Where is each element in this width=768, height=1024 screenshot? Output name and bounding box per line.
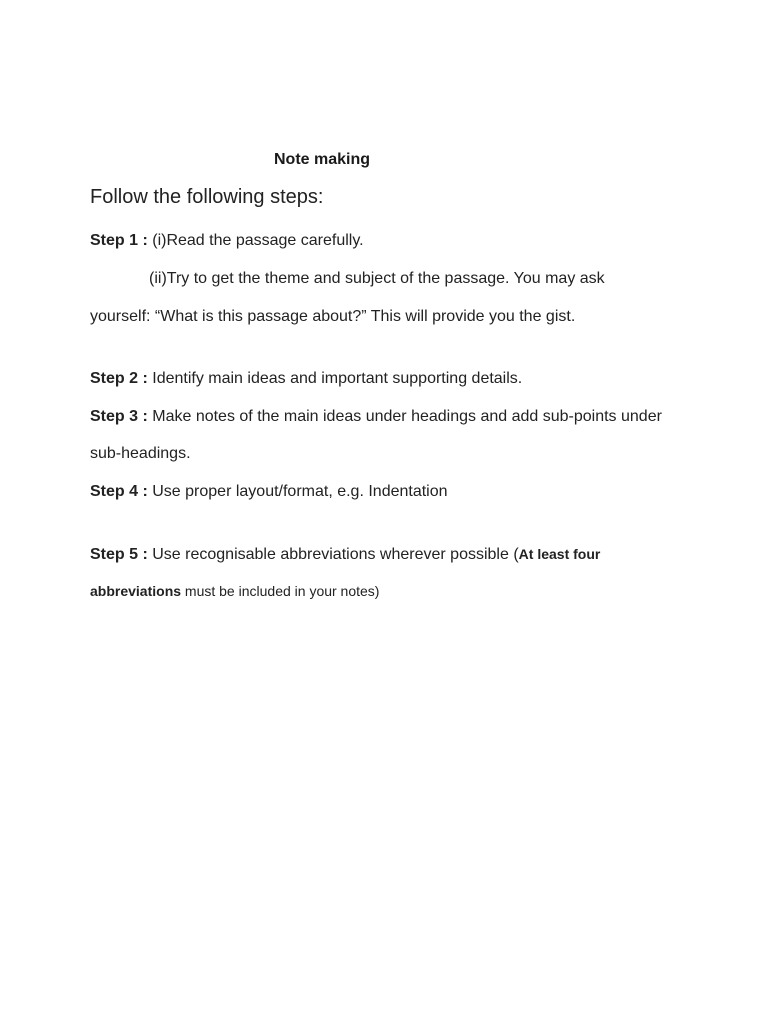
step-5-line-1 bbox=[90, 546, 600, 564]
step-2-label: Step 2 : bbox=[90, 370, 148, 387]
step-4-text: Use proper layout/format, e.g. Indentation bbox=[147, 483, 448, 500]
step-5-line-2 bbox=[90, 583, 379, 599]
step-2-text: Identify main ideas and important supporting details. bbox=[147, 370, 523, 387]
page-title: Note making bbox=[274, 151, 371, 168]
step-3-line-1 bbox=[90, 408, 662, 426]
step-3-label: Step 3 : bbox=[90, 408, 148, 425]
instructions-heading: Follow the following steps: bbox=[90, 186, 324, 208]
step-1-line-3: yourself: “What is this passage about?” This will provide you the gist. bbox=[90, 308, 576, 325]
step-5-tail: must be included in your notes) bbox=[181, 583, 380, 599]
step-1-label: Step 1 : bbox=[90, 232, 148, 249]
step-5-bold-2: abbreviations bbox=[90, 583, 182, 599]
step-3-line-2: sub-headings. bbox=[90, 445, 191, 462]
step-5-bold-1: At least four bbox=[518, 546, 601, 562]
step-2 bbox=[90, 370, 522, 388]
step-3-text-1: Make notes of the main ideas under headings and add sub-points under bbox=[147, 408, 662, 425]
step-4-label: Step 4 : bbox=[90, 483, 148, 500]
step-1-line-2: (ii)Try to get the theme and subject of the passage. You may ask bbox=[149, 270, 605, 287]
step-5-label: Step 5 : bbox=[90, 546, 148, 563]
step-1-line-1 bbox=[90, 232, 364, 250]
step-5-text: Use recognisable abbreviations wherever possible ( bbox=[147, 546, 519, 563]
step-4 bbox=[90, 483, 448, 501]
step-1-text-1: (i)Read the passage carefully. bbox=[147, 232, 364, 249]
